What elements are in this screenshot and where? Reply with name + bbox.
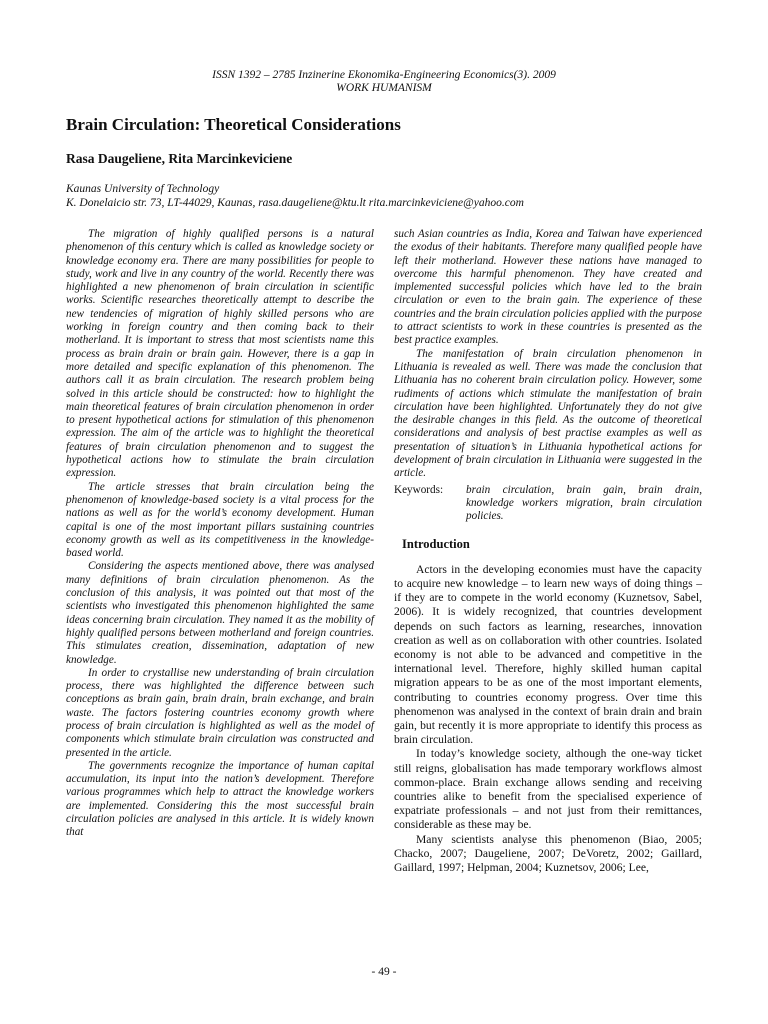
keywords-label: Keywords:	[394, 483, 444, 496]
keywords	[394, 484, 702, 524]
abstract-paragraph: Considering the aspects mentioned above, there was analysed many definitions of brain circulation phenomenon. As the conclusion of this analysis, it was pointed out that most of the scientists who investigated this phenomenon highlighted the same ideas concerning brain circulation. They named it as the mobility of highly qualified persons between motherland and foreign countries. This stimulates creation, dissemination, adaptation of new knowledge.	[66, 560, 374, 666]
paper-title: Brain Circulation: Theoretical Considerations	[66, 115, 401, 134]
intro-paragraph: Actors in the developing economies must have the capacity to acquire new knowledge – to learn new ways of doing things – if they are to compete in the world economy (Kuznetsov, Sabel, 2006). It is widely recognized, that countries development depends on such factors as learning, researches, innovation creation as well as on collaboration with other countries. Isolated economy is not able to be advanced and competitive in the international level. Therefore, highly skilled human capital migration appears to be as one of the most important elements, contributing to countries economy progress. Over time this phenomenon was analysed in the context of brain drain and brain gain, but recently it is more appropriate to identify this process as brain circulation.	[394, 562, 702, 747]
intro-paragraph: In today’s knowledge society, although the one-way ticket still reigns, globalisation has made temporary workflows almost common-place. Brain exchange allows sending and receiving countries alike to benefit from the specialised experience of expatriate professionals – and not just from their remittances, considerable as these may be.	[394, 747, 702, 832]
right-column	[394, 228, 702, 875]
abstract-paragraph: The manifestation of brain circulation phenomenon in Lithuania is revealed as well. There was made the conclusion that Lithuania has no coherent brain circulation policy. However, some rudiments of actions which stimulate the manifestation of brain circulation have been highlighted. Unfortunately they do not give the desirable changes in this field. As the outcome of theoretical considerations and analysis of best practise examples as well as presentation of situation’s in Lithuania hypothetical actions for development of brain circulation in Lithuania were suggested in the article.	[394, 347, 702, 480]
page-number: - 49 -	[371, 966, 397, 978]
section-label: WORK HUMANISM	[336, 82, 432, 94]
abstract-paragraph: The migration of highly qualified persons is a natural phenomenon of this century which is called as knowledge society or knowledge economy era. There are many possibilities for people to study, work and live in any country of the world. Recently there was highlighted a new phenomenon of brain circulation in scientific works. Scientific researches theoretically attempt to describe the new tendencies of migration of highly skilled persons who are working in foreign country and then coming back to their motherland. It is important to stress that most scientists name this process as brain drain or brain gain. However, there is a gap in more detailed and specific explanation of this phenomenon. The authors call it as brain circulation. The research problem being solved in this article should be constructed: how to highlight the main theoretical features of brain circulation phenomenon in order to present hypothetical actions for stimulation of this phenomenon expression. The aim of the article was to highlight the theoretical features of brain circulation phenomenon and to suggest the hypothetical actions how to stimulate the brain circulation expression.	[66, 228, 374, 480]
authors: Rasa Daugeliene, Rita Marcinkeviciene	[66, 151, 293, 166]
abstract-paragraph: The governments recognize the importance of human capital accumulation, its input into the nation’s development. Therefore various programmes which help to attract the knowledge workers are implemented. Considering this the most successful brain circulation policies are analysed in this article. It is widely known that	[66, 759, 374, 839]
abstract-left-column	[66, 228, 374, 840]
keywords-value: brain circulation, brain gain, brain drain, knowledge workers migration, brain circulation policies.	[466, 483, 702, 523]
affiliation-university: Kaunas University of Technology	[66, 183, 220, 195]
abstract-paragraph: The article stresses that brain circulation being the phenomenon of knowledge-based society is a vital process for the nations as well as for the world’s economy development. Human capital is one of the most important pillars sustaining countries economy growth as well as its competitiveness in the knowledge-based world.	[66, 480, 374, 560]
journal-header: ISSN 1392 – 2785 Inzinerine Ekonomika-Engineering Economics(3). 2009	[212, 69, 556, 81]
abstract-paragraph: In order to crystallise new understanding of brain circulation process, there was highlighted the difference between such conceptions as brain gain, brain drain, brain exchange, and brain waste. The factors fostering countries economy growth where process of brain circulation is highlighted as well as the model of components which stimulate brain circulation was constructed and presented in the article.	[66, 666, 374, 759]
affiliation-address: K. Donelaicio str. 73, LT-44029, Kaunas, rasa.daugeliene@ktu.lt rita.marcinkeviciene@yahoo.com	[66, 197, 524, 209]
abstract-paragraph: such Asian countries as India, Korea and Taiwan have experienced the exodus of their habitants. Therefore many qualified people have left their motherland. However these nations have managed to overcome this harmful phenomenon. They have created and implemented successful policies which have led to the brain circulation or even to the brain gain. The experience of these countries and the brain circulation policies applied with the purpose to attract scientists to work in these countries is presented as the best practice examples.	[394, 228, 702, 347]
section-heading-introduction: Introduction	[402, 536, 470, 551]
intro-paragraph: Many scientists analyse this phenomenon (Biao, 2005; Chacko, 2007; Daugeliene, 2007; DeVoretz, 2002; Gaillard, Gaillard, 1997; Helpman, 2004; Kuznetsov, 2006; Lee,	[394, 832, 702, 875]
